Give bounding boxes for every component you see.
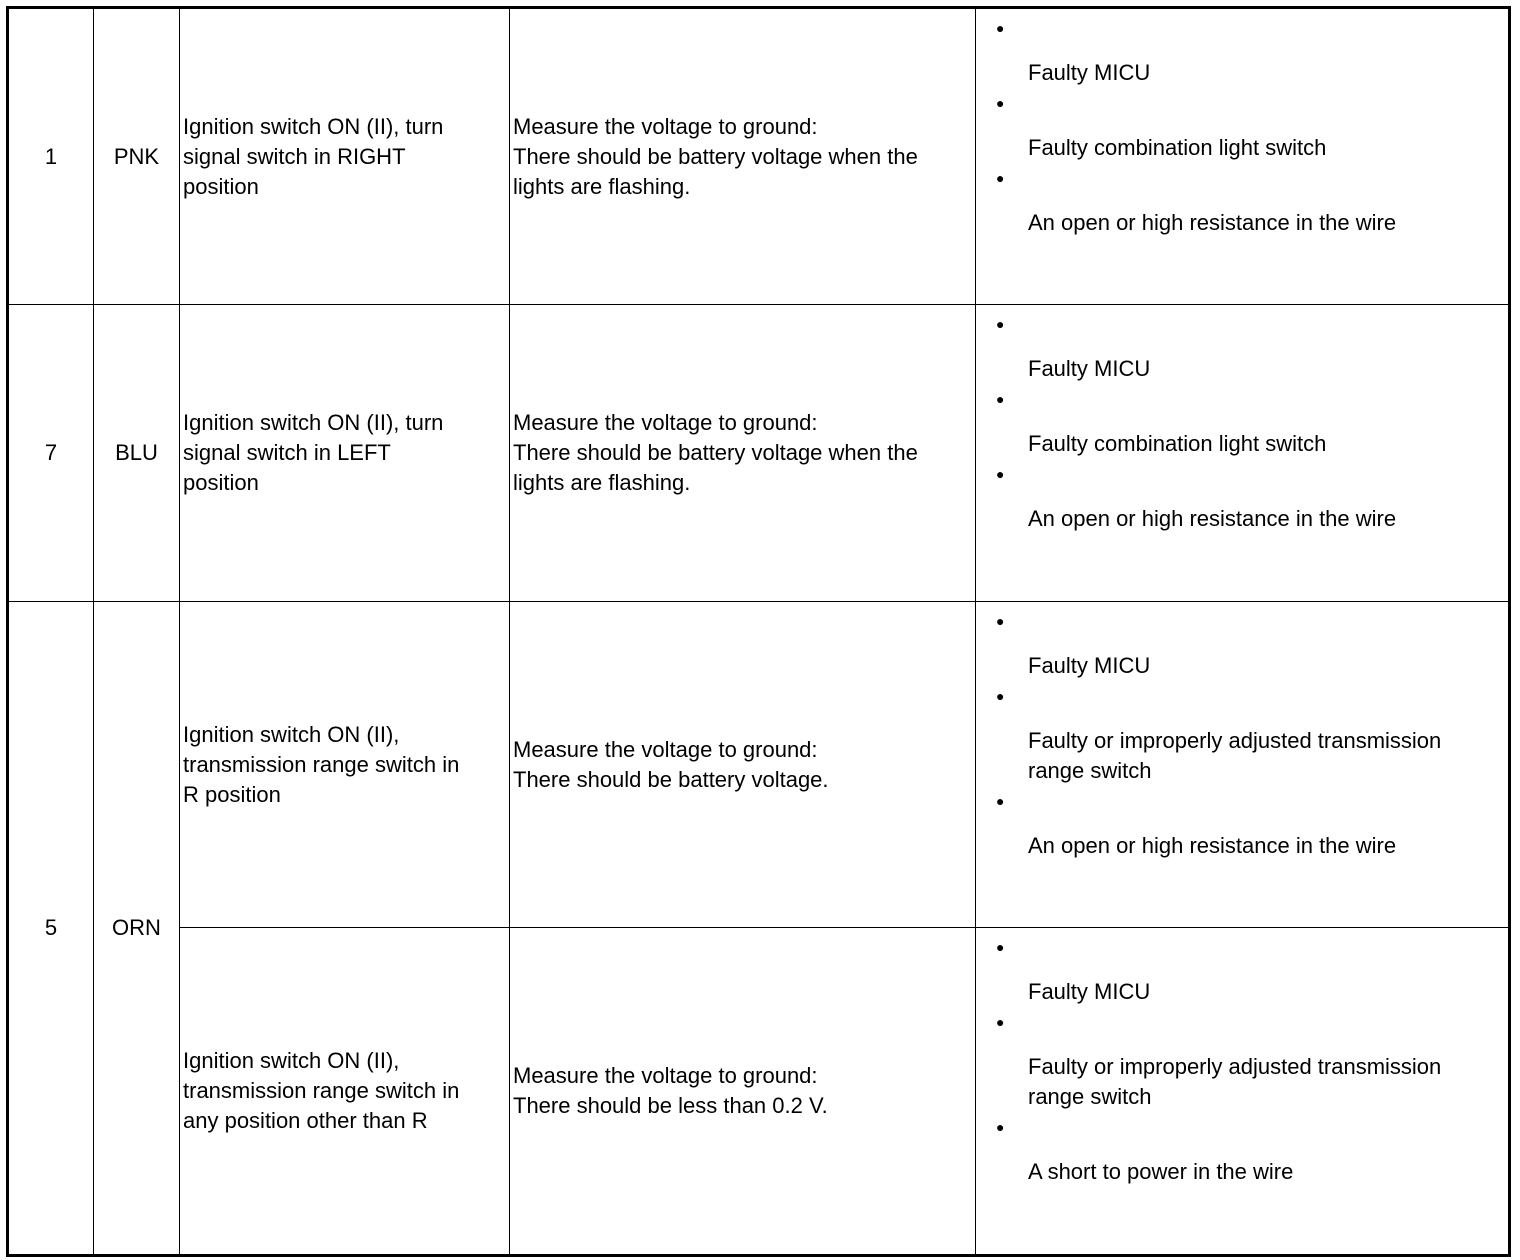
cause-line: An open or high resistance in the wire <box>1028 506 1397 531</box>
table-row <box>8 928 1510 1256</box>
test-line: lights are flashing. <box>513 173 691 199</box>
test-line: Measure the voltage to ground: <box>513 113 818 139</box>
bullet-icon: ● <box>996 391 1005 407</box>
bullet-icon: ● <box>996 1014 1005 1030</box>
table-row <box>8 305 1510 602</box>
cause-line: Faulty MICU <box>1028 60 1151 85</box>
test-procedure <box>510 8 976 305</box>
cause-item <box>996 465 1500 540</box>
cause-text <box>1028 1118 1500 1193</box>
cause-item <box>996 612 1500 687</box>
condition-line: signal switch in LEFT <box>183 440 391 465</box>
test-line: There should be battery voltage when the <box>513 143 918 169</box>
cause-line: Faulty or improperly adjusted transmission <box>1028 728 1442 753</box>
cause-text <box>1028 19 1500 94</box>
condition-line: Ignition switch ON (II), <box>183 1048 400 1073</box>
test-procedure <box>510 928 976 1256</box>
terminal-number: 1 <box>8 8 94 305</box>
bullet-icon: ● <box>996 170 1005 186</box>
cause-line: Faulty or improperly adjusted transmission <box>1028 1054 1442 1079</box>
terminal-test-table <box>6 6 1511 1257</box>
bullet-icon: ● <box>996 1119 1005 1135</box>
possible-causes <box>976 928 1510 1256</box>
cause-line: range switch <box>1028 758 1152 783</box>
cause-line: An open or high resistance in the wire <box>1028 210 1397 235</box>
test-line: There should be battery voltage when the <box>513 440 918 465</box>
test-condition <box>180 928 510 1256</box>
bullet-icon: ● <box>996 688 1005 704</box>
test-condition <box>180 602 510 928</box>
condition-line: Ignition switch ON (II), <box>183 721 400 747</box>
condition-line: Ignition switch ON (II), turn <box>183 410 444 435</box>
cause-text <box>1028 1013 1500 1118</box>
terminal-number: 7 <box>8 305 94 602</box>
possible-causes <box>976 602 1510 928</box>
condition-line: transmission range switch in <box>183 1078 460 1103</box>
bullet-icon: ● <box>996 316 1005 332</box>
terminal-number: 5 <box>8 602 94 1256</box>
test-line: Measure the voltage to ground: <box>513 736 818 762</box>
cause-text <box>1028 792 1500 867</box>
test-condition <box>180 305 510 602</box>
cause-text <box>1028 612 1500 687</box>
cause-item <box>996 938 1500 1013</box>
test-line: Measure the voltage to ground: <box>513 410 818 435</box>
test-procedure <box>510 305 976 602</box>
cause-text <box>1028 390 1500 465</box>
cause-item <box>996 19 1500 94</box>
cause-line: Faulty MICU <box>1028 979 1151 1004</box>
test-line: There should be less than 0.2 V. <box>513 1093 828 1118</box>
cause-line: range switch <box>1028 1084 1152 1109</box>
test-procedure <box>510 602 976 928</box>
cause-item <box>996 792 1500 867</box>
table-row <box>8 602 1510 928</box>
cause-line: An open or high resistance in the wire <box>1028 833 1397 858</box>
condition-line: R position <box>183 781 281 807</box>
condition-line: signal switch in RIGHT <box>183 143 406 169</box>
cause-line: Faulty MICU <box>1028 356 1151 381</box>
cause-text <box>1028 938 1500 1013</box>
bullet-icon: ● <box>996 939 1005 955</box>
cause-item <box>996 687 1500 792</box>
cause-line: A short to power in the wire <box>1028 1159 1294 1184</box>
wire-color: BLU <box>94 305 180 602</box>
wire-color: ORN <box>94 602 180 1256</box>
table-row <box>8 8 1510 305</box>
cause-item <box>996 169 1500 244</box>
cause-item <box>996 390 1500 465</box>
wire-color: PNK <box>94 8 180 305</box>
condition-line: Ignition switch ON (II), turn <box>183 113 444 139</box>
condition-line: position <box>183 173 259 199</box>
cause-item <box>996 94 1500 169</box>
bullet-icon: ● <box>996 793 1005 809</box>
test-line: Measure the voltage to ground: <box>513 1063 818 1088</box>
test-line: lights are flashing. <box>513 470 691 495</box>
cause-item <box>996 1013 1500 1118</box>
cause-item <box>996 315 1500 390</box>
test-condition <box>180 8 510 305</box>
condition-line: any position other than R <box>183 1108 428 1133</box>
possible-causes <box>976 305 1510 602</box>
cause-text <box>1028 687 1500 792</box>
cause-line: Faulty combination light switch <box>1028 135 1327 160</box>
cause-line: Faulty MICU <box>1028 653 1151 678</box>
test-line: There should be battery voltage. <box>513 766 829 792</box>
bullet-icon: ● <box>996 613 1005 629</box>
cause-text <box>1028 315 1500 390</box>
bullet-icon: ● <box>996 95 1005 111</box>
bullet-icon: ● <box>996 20 1005 36</box>
condition-line: transmission range switch in <box>183 751 460 777</box>
possible-causes <box>976 8 1510 305</box>
condition-line: position <box>183 470 259 495</box>
cause-text <box>1028 169 1500 244</box>
cause-item <box>996 1118 1500 1193</box>
bullet-icon: ● <box>996 466 1005 482</box>
cause-text <box>1028 94 1500 169</box>
cause-text <box>1028 465 1500 540</box>
cause-line: Faulty combination light switch <box>1028 431 1327 456</box>
